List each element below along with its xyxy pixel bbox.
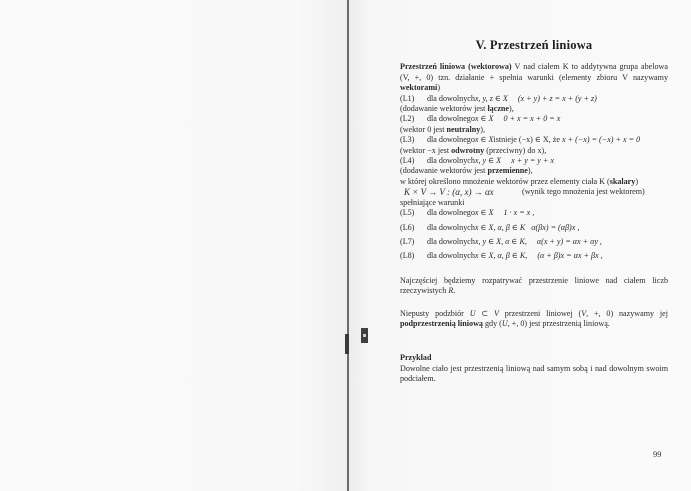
page-marker-tab	[361, 328, 368, 343]
real-symbol: R	[448, 286, 454, 296]
axiom-formula: (α + β)x = αx + βx ,	[537, 251, 603, 261]
axiom-label: (L3)	[400, 135, 415, 145]
note-end: ),	[527, 166, 533, 176]
scalar-intro	[400, 177, 668, 187]
real-field-note	[400, 276, 668, 297]
axiom-l4	[400, 156, 668, 166]
axiom-vars: x ∈ X	[474, 208, 494, 218]
axiom-vars: x, y, z ∈ X	[474, 93, 508, 103]
subspace-term: podprzestrzenią liniową	[400, 318, 483, 328]
definition-close: )	[437, 83, 441, 93]
right-page-content	[400, 40, 668, 385]
axiom-l2-note	[400, 125, 668, 135]
axiom-vars: x ∈ X	[474, 135, 494, 145]
axiom-formula: α(x + y) = αx + αy ,	[536, 236, 602, 246]
note-end: ),	[480, 124, 485, 134]
note-text: (dodawanie wektorów jest	[400, 104, 488, 114]
definition-term-vectors: wektorami	[400, 83, 438, 93]
subspace-text: , +, 0) jest przestrzenią liniową.	[507, 318, 610, 328]
subspace-text: gdy (	[482, 318, 502, 328]
mapping-note: (wynik tego mnożenia jest wektorem)	[522, 187, 645, 197]
axiom-formula: (x + y) + z = x + (y + z)	[517, 93, 597, 103]
axiom-label: (L1)	[400, 93, 415, 103]
axiom-l1-note	[400, 104, 668, 114]
chapter-title: V. Przestrzeń liniowa	[475, 38, 593, 52]
axiom-l3-note	[400, 146, 668, 156]
axiom-condition: dla dowolnych	[427, 251, 475, 261]
axiom-label: (L5)	[400, 208, 415, 218]
axiom-condition: dla dowolnych	[427, 222, 475, 232]
axiom-vars: x ∈ X, α, β ∈ K	[474, 222, 526, 232]
real-note-end: .	[453, 286, 456, 296]
axiom-formula: x + (−x) = (−x) + x = 0	[562, 135, 641, 145]
note-text: (wektor −x jest	[400, 145, 452, 155]
axiom-label: (L7)	[400, 236, 415, 246]
axiom-condition: dla dowolnego	[427, 114, 475, 124]
note-end: (przeciwny) do x),	[484, 145, 547, 155]
axiom-label: (L2)	[400, 114, 415, 124]
axiom-condition: dla dowolnych	[427, 236, 475, 246]
mapping-formula: K × V → V : (α, x) → αx	[404, 187, 494, 198]
scalar-mapping	[400, 187, 668, 197]
note-bold: odwrotny	[451, 145, 485, 155]
subspace-symbol: U ⊂ V	[469, 308, 499, 318]
axiom-l8	[400, 251, 668, 261]
note-bold: przemienne	[487, 166, 528, 176]
axiom-l6	[400, 223, 668, 233]
subspace-symbol: V	[581, 308, 587, 318]
axiom-l2	[400, 114, 668, 124]
subspace-definition	[400, 309, 668, 330]
axiom-condition: dla dowolnych	[427, 93, 475, 103]
definition-term: Przestrzeń liniowa (wektorowa)	[400, 62, 512, 72]
subspace-text: przestrzeni liniowej (	[498, 308, 582, 318]
example-text: Dowolne ciało jest przestrzenią liniową nad samym sobą i nad dowolnym swoim podciałem.	[400, 363, 668, 384]
scalar-term: skalary	[609, 176, 636, 186]
axiom-mid: istnieje (−x) ∈ X, że	[493, 135, 560, 145]
axiom-condition: dla dowolnych	[427, 156, 475, 166]
axiom-formula: α(βx) = (αβ)x ,	[531, 222, 580, 232]
axiom-label: (L4)	[400, 156, 415, 166]
axiom-formula: 1 · x = x ,	[503, 208, 535, 218]
axiom-l1	[400, 94, 668, 104]
note-bold: neutralny	[446, 124, 481, 134]
axiom-l4-note	[400, 166, 668, 176]
axiom-vars: x ∈ X	[474, 114, 494, 124]
subspace-symbol: U	[501, 318, 508, 328]
axiom-l7	[400, 237, 668, 247]
axiom-formula: 0 + x = x + 0 = x	[503, 114, 561, 124]
subspace-text: Niepusty podzbiór	[400, 308, 470, 318]
axiom-l3	[400, 135, 668, 145]
axiom-vars: x, y ∈ X, α ∈ K,	[474, 236, 527, 246]
axiom-vars: x, y ∈ X	[474, 156, 502, 166]
axiom-label: (L6)	[400, 222, 415, 232]
note-end: ),	[509, 104, 514, 114]
axiom-condition: dla dowolnego	[427, 208, 475, 218]
axiom-label: (L8)	[400, 251, 415, 261]
scalar-intro-text: w której określono mnożenie wektorów przez elementy ciała K (	[400, 176, 610, 186]
conditions-intro: spełniające warunki	[400, 197, 465, 207]
note-text: (wektor 0 jest	[400, 124, 447, 134]
real-note-text: Najczęściej będziemy rozpatrywać przestrzenie liniowe nad ciałem liczb rzeczywistych	[400, 275, 668, 296]
subspace-text: , +, 0) nazywamy jej	[586, 308, 668, 318]
axiom-formula: x + y = y + x	[511, 156, 555, 166]
axiom-vars: x ∈ X, α, β ∈ K,	[474, 251, 528, 261]
axiom-condition: dla dowolnego	[427, 135, 475, 145]
definition-paragraph	[400, 62, 668, 93]
example-heading: Przykład	[400, 353, 432, 363]
page-number: 99	[653, 449, 662, 459]
note-bold: łączne	[487, 104, 510, 114]
marker-glyph-icon	[363, 334, 366, 337]
definition-text: V nad ciałem K to addytywna grupa abelowa (V, +, 0) tzn. działanie + spełnia warunki (elementy zbioru V nazywamy	[400, 62, 668, 82]
note-text: (dodawanie wektorów jest	[400, 166, 488, 176]
axiom-l5	[400, 208, 668, 218]
scalar-close: )	[635, 176, 639, 186]
